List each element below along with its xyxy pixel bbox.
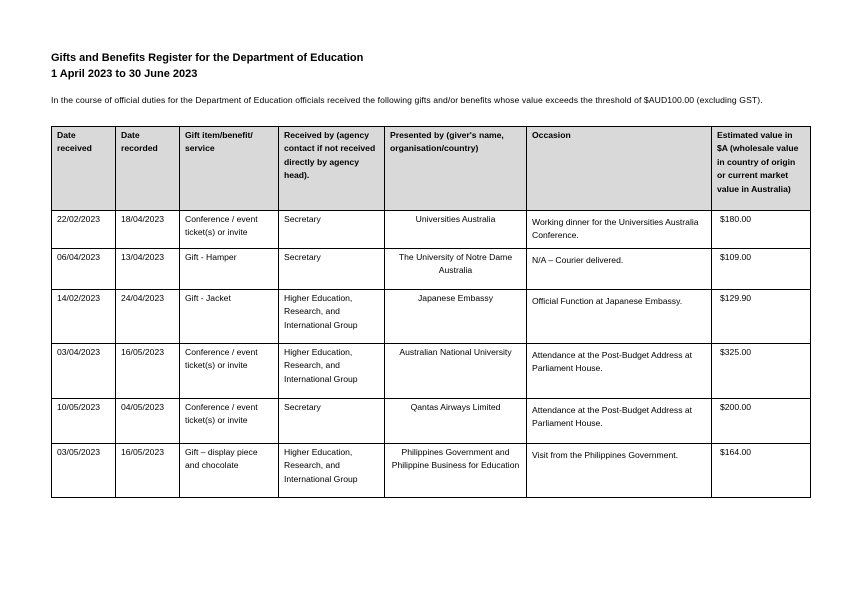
header-gift: Gift item/benefit/ service xyxy=(180,127,279,211)
cell-value: $109.00 xyxy=(712,249,811,290)
table-row xyxy=(52,249,811,290)
table-row xyxy=(52,344,811,399)
cell-gift: Gift - Hamper xyxy=(180,249,279,290)
cell-date-recorded: 13/04/2023 xyxy=(116,249,180,290)
cell-occasion: N/A – Courier delivered. xyxy=(527,249,712,290)
cell-occasion: Visit from the Philippines Government. xyxy=(527,444,712,498)
cell-date-recorded: 18/04/2023 xyxy=(116,211,180,249)
cell-received-by: Higher Education, Research, and International Group xyxy=(279,290,385,344)
cell-date-recorded: 16/05/2023 xyxy=(116,444,180,498)
cell-value: $129.90 xyxy=(712,290,811,344)
cell-date-recorded: 04/05/2023 xyxy=(116,399,180,444)
header-presented-by: Presented by (giver's name, organisation/country) xyxy=(385,127,527,211)
table-row xyxy=(52,290,811,344)
cell-occasion: Attendance at the Post-Budget Address at Parliament House. xyxy=(527,344,712,399)
cell-presented-by: Universities Australia xyxy=(385,211,527,249)
cell-received-by: Secretary xyxy=(279,249,385,290)
cell-date-recorded: 16/05/2023 xyxy=(116,344,180,399)
cell-date-received: 10/05/2023 xyxy=(52,399,116,444)
cell-gift: Gift - Jacket xyxy=(180,290,279,344)
cell-presented-by: Philippines Government and Philippine Business for Education xyxy=(385,444,527,498)
cell-value: $164.00 xyxy=(712,444,811,498)
header-occasion: Occasion xyxy=(527,127,712,211)
cell-date-received: 03/05/2023 xyxy=(52,444,116,498)
cell-value: $325.00 xyxy=(712,344,811,399)
cell-occasion: Attendance at the Post-Budget Address at Parliament House. xyxy=(527,399,712,444)
cell-presented-by: Japanese Embassy xyxy=(385,290,527,344)
header-date-received: Date received xyxy=(52,127,116,211)
cell-presented-by: Australian National University xyxy=(385,344,527,399)
cell-value: $200.00 xyxy=(712,399,811,444)
title-line-1: Gifts and Benefits Register for the Department of Education xyxy=(51,52,364,64)
header-date-recorded: Date recorded xyxy=(116,127,180,211)
cell-presented-by: Qantas Airways Limited xyxy=(385,399,527,444)
cell-gift: Gift – display piece and chocolate xyxy=(180,444,279,498)
header-received-by: Received by (agency contact if not received directly by agency head). xyxy=(279,127,385,211)
table-row xyxy=(52,444,811,498)
cell-gift: Conference / event ticket(s) or invite xyxy=(180,211,279,249)
table-row xyxy=(52,211,811,249)
cell-date-received: 06/04/2023 xyxy=(52,249,116,290)
title-line-2: 1 April 2023 to 30 June 2023 xyxy=(51,68,198,80)
cell-received-by: Higher Education, Research, and International Group xyxy=(279,444,385,498)
cell-received-by: Higher Education, Research, and International Group xyxy=(279,344,385,399)
cell-occasion: Official Function at Japanese Embassy. xyxy=(527,290,712,344)
cell-date-received: 03/04/2023 xyxy=(52,344,116,399)
cell-date-recorded: 24/04/2023 xyxy=(116,290,180,344)
table-row xyxy=(52,399,811,444)
cell-occasion: Working dinner for the Universities Australia Conference. xyxy=(527,211,712,249)
cell-date-received: 22/02/2023 xyxy=(52,211,116,249)
gifts-register-table xyxy=(51,126,811,498)
cell-received-by: Secretary xyxy=(279,211,385,249)
cell-gift: Conference / event ticket(s) or invite xyxy=(180,399,279,444)
header-estimated-value: Estimated value in $A (wholesale value in country of origin or current market value in Australia) xyxy=(712,127,811,211)
cell-date-received: 14/02/2023 xyxy=(52,290,116,344)
intro-paragraph: In the course of official duties for the Department of Education officials received the following gifts and/or benefits whose value exceeds the threshold of $AUD100.00 (excluding GST). xyxy=(51,95,763,105)
document-title xyxy=(51,50,363,82)
cell-gift: Conference / event ticket(s) or invite xyxy=(180,344,279,399)
cell-received-by: Secretary xyxy=(279,399,385,444)
cell-presented-by: The University of Notre Dame Australia xyxy=(385,249,527,290)
cell-value: $180.00 xyxy=(712,211,811,249)
header-row xyxy=(52,127,811,211)
